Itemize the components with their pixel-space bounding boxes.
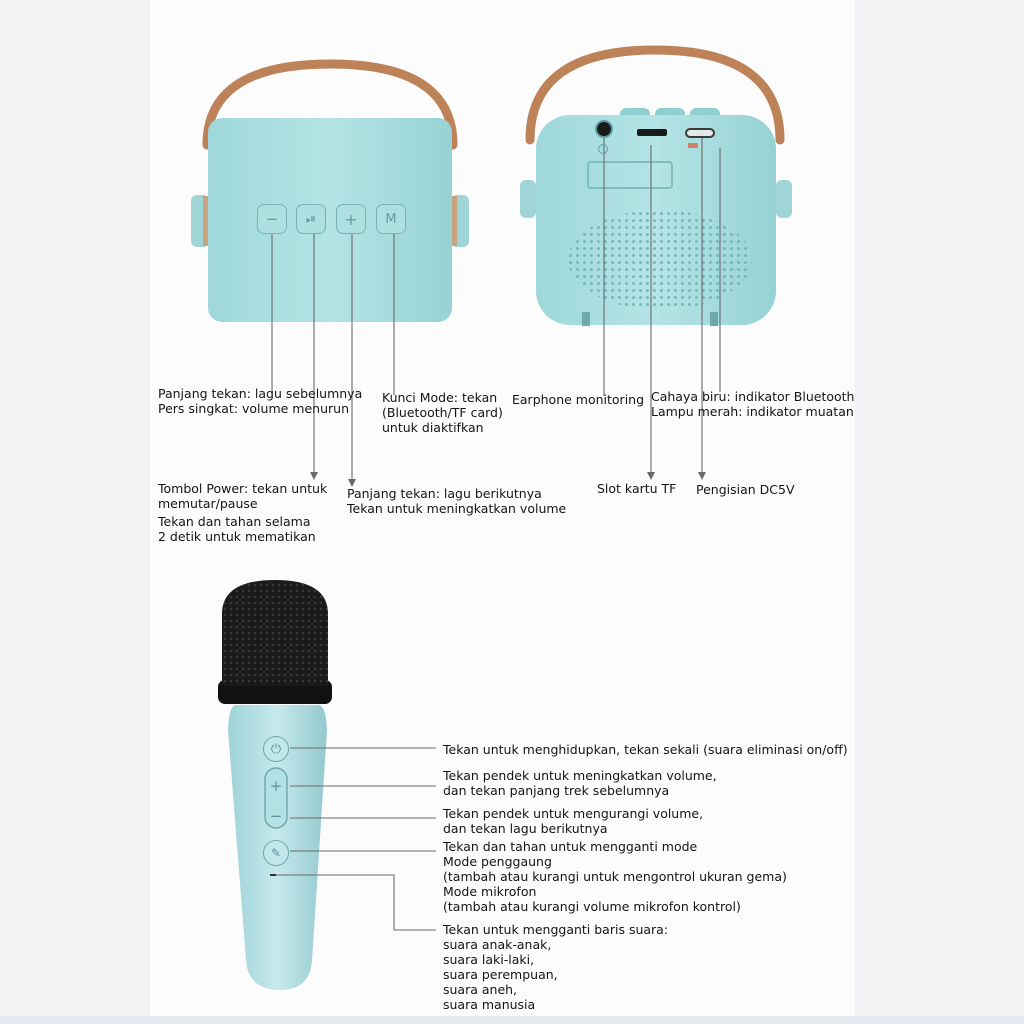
mode-icon: M — [385, 211, 397, 227]
play-pause-icon: ⏯ — [305, 211, 317, 227]
mic-callout-power: Tekan untuk menghidupkan, tekan sekali (suara eliminasi on/off) — [443, 742, 848, 757]
mic-callout-plus: Tekan pendek untuk meningkatkan volume, dan tekan panjang trek sebelumnya — [443, 768, 717, 798]
callout-earphone: Earphone monitoring — [512, 392, 645, 407]
usb-c-port[interactable] — [685, 128, 715, 138]
callout-charging: Pengisian DC5V — [696, 482, 795, 497]
mic-head — [222, 580, 328, 686]
mic-volume-up-button[interactable] — [265, 776, 287, 796]
mic-callout-voice: Tekan untuk mengganti baris suara: suara anak-anak, suara laki-laki, suara perempuan, suara aneh, suara manusia — [443, 922, 669, 1012]
plus-icon: + — [344, 209, 358, 229]
speaker-grill — [568, 210, 752, 310]
plus-icon: + — [269, 777, 283, 795]
mic-mode-button[interactable] — [263, 840, 289, 866]
callout-tf-slot: Slot kartu TF — [597, 481, 677, 496]
mic-callout-minus: Tekan pendek untuk mengurangi volume, dan tekan lagu berikutnya — [443, 806, 704, 836]
mode-button[interactable] — [376, 204, 406, 234]
volume-down-button[interactable] — [257, 204, 287, 234]
volume-up-button[interactable] — [336, 204, 366, 234]
mic-callout-mode: Tekan dan tahan untuk mengganti mode Mode penggaung (tambah atau kurangi untuk mengontrol ukuran gema) Mode mikrofon (tambah atau kurangi volume mikrofon kontrol) — [443, 839, 787, 914]
play-pause-button[interactable] — [296, 204, 326, 234]
callout-previous-song: Panjang tekan: lagu sebelumnya Pers singkat: volume menurun — [158, 386, 363, 416]
speaker-body-front — [208, 118, 452, 322]
callout-indicator: Cahaya biru: indikator Bluetooth Lampu merah: indikator muatan — [651, 389, 855, 419]
mic-power-button[interactable] — [263, 736, 289, 762]
indicator-led — [688, 143, 698, 148]
speaker-back — [520, 50, 792, 326]
tf-card-slot[interactable] — [637, 129, 667, 136]
indicator-led-small — [598, 144, 608, 154]
speaker-front — [191, 64, 469, 322]
minus-icon: − — [265, 210, 279, 228]
callout-mode-key: Kunci Mode: tekan (Bluetooth/TF card) untuk diaktifkan — [382, 390, 503, 435]
mic-volume-down-button[interactable] — [265, 806, 287, 826]
earphone-jack[interactable] — [595, 120, 613, 138]
callout-next-song: Panjang tekan: lagu berikutnya Tekan untuk meningkatkan volume — [347, 486, 567, 516]
microphone-icon: ✎ — [270, 846, 282, 860]
power-icon: ⏻ — [270, 741, 282, 757]
callout-power: Tombol Power: tekan untuk memutar/pause Tekan dan tahan selama 2 detik untuk mematikan — [158, 481, 328, 544]
minus-icon: − — [269, 807, 283, 825]
